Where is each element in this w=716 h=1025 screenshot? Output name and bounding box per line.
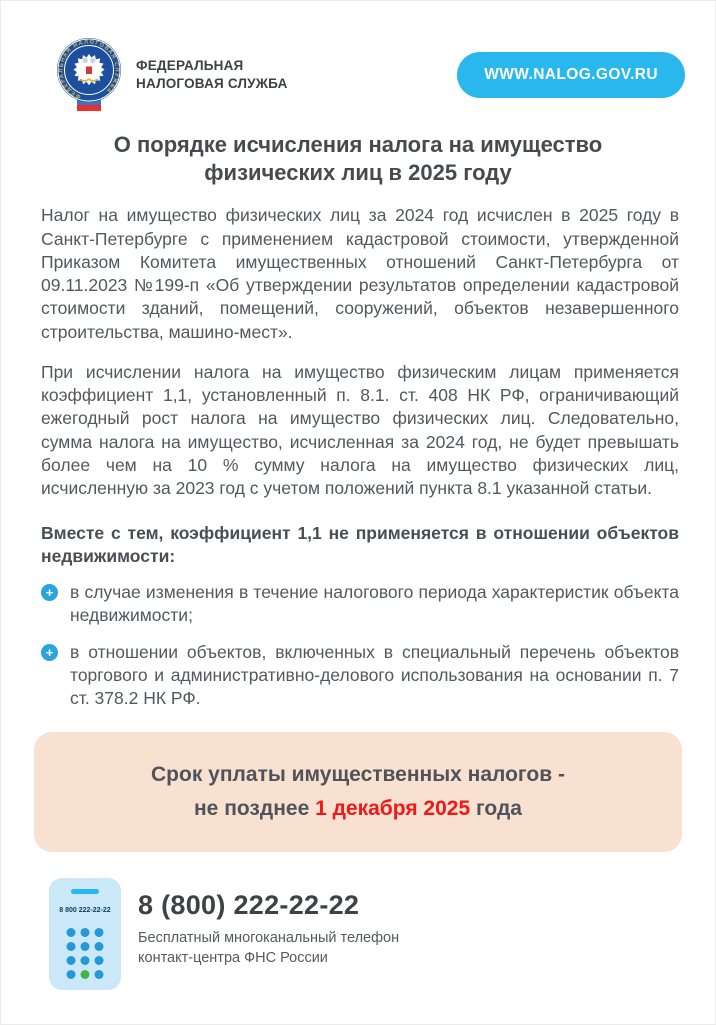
fns-brand [56,37,288,113]
contact-info [138,878,399,968]
bullet-text: в отношении объектов, включенных в специальный перечень объектов торгового и административно-делового использования на основании п. 7 ст. 378.2 НК РФ. [70,641,679,709]
paragraph-coefficient: При исчислении налога на имущество физическим лицам применяется коэффициент 1,1, установленный п. 8.1. ст. 408 НК РФ, ограничивающий ежегодный рост налога на имущество физических лиц. Следовательно, сумма налога на имущество, исчисленная за 2024 год, не будет превышать более чем на 10 % сумму налога на имущество физических лиц, исчисленную за 2023 год с учетом положений пункта 8.1 указанной статьи. [41,361,679,499]
phone-label [138,928,399,968]
phone-number: 8 (800) 222-22-22 [138,889,360,920]
exception-list [41,581,679,710]
deadline-date: 1 декабря 2025 [315,796,471,820]
page-title-line2: физических лиц в 2025 году [204,160,512,186]
deadline-line2 [54,792,662,826]
emphasis-heading: Вместе с тем, коэффициент 1,1 не применяется в отношении объектов недвижимости: [41,522,679,566]
org-name-line2: НАЛОГОВАЯ СЛУЖБА [136,76,288,91]
phone-handset-icon [49,878,121,990]
footer [49,878,715,990]
org-name [136,57,288,92]
deadline-banner [34,732,682,851]
website-button[interactable]: WWW.NALOG.GOV.RU [457,52,685,98]
deadline-suffix: года [470,796,522,820]
page-title [1,131,715,187]
double-eagle-icon [73,54,104,85]
deadline-prefix: не позднее [194,796,316,820]
paragraph-cadastral-value: Налог на имущество физических лиц за 2024 год исчислен в 2025 году в Санкт-Петербурге с применением кадастровой стоимости, утвержденной Приказом Комитета имущественных отношений Санкт-Петербурга от 09.11.2023 №199-п «Об утверждении результатов определении кадастровой стоимости зданий, помещений, сооружений, объектов незавершенного строительства, машино-мест». [41,205,679,342]
svg-text:ФЕДЕРАЛЬНАЯ НАЛОГОВАЯ СЛУЖБА: ФЕДЕРАЛЬНАЯ НАЛОГОВАЯ СЛУЖБА [58,39,120,100]
plus-bullet-icon: + [41,584,58,601]
phone-keypad-icon [67,928,104,979]
fns-emblem-icon [56,37,122,113]
content [1,204,715,710]
header [1,1,715,113]
page-title-line1: О порядке исчисления налога на имущество [113,132,603,157]
plus-bullet-icon: + [41,644,58,661]
phone-speaker-icon [71,889,99,894]
phone-mini-number: 8 800 222-22-22 [59,906,111,914]
phone-label-line1: Бесплатный многоканальный телефон [138,929,400,946]
list-item [41,641,679,711]
deadline-line1: Срок уплаты имущественных налогов - [151,763,565,787]
bullet-text: в случае изменения в течение налогового периода характеристик объекта недвижимости; [70,582,679,626]
org-name-line1: ФЕДЕРАЛЬНАЯ [136,58,244,74]
phone-label-line2: контакт-центра ФНС России [138,949,328,966]
list-item [41,581,679,628]
